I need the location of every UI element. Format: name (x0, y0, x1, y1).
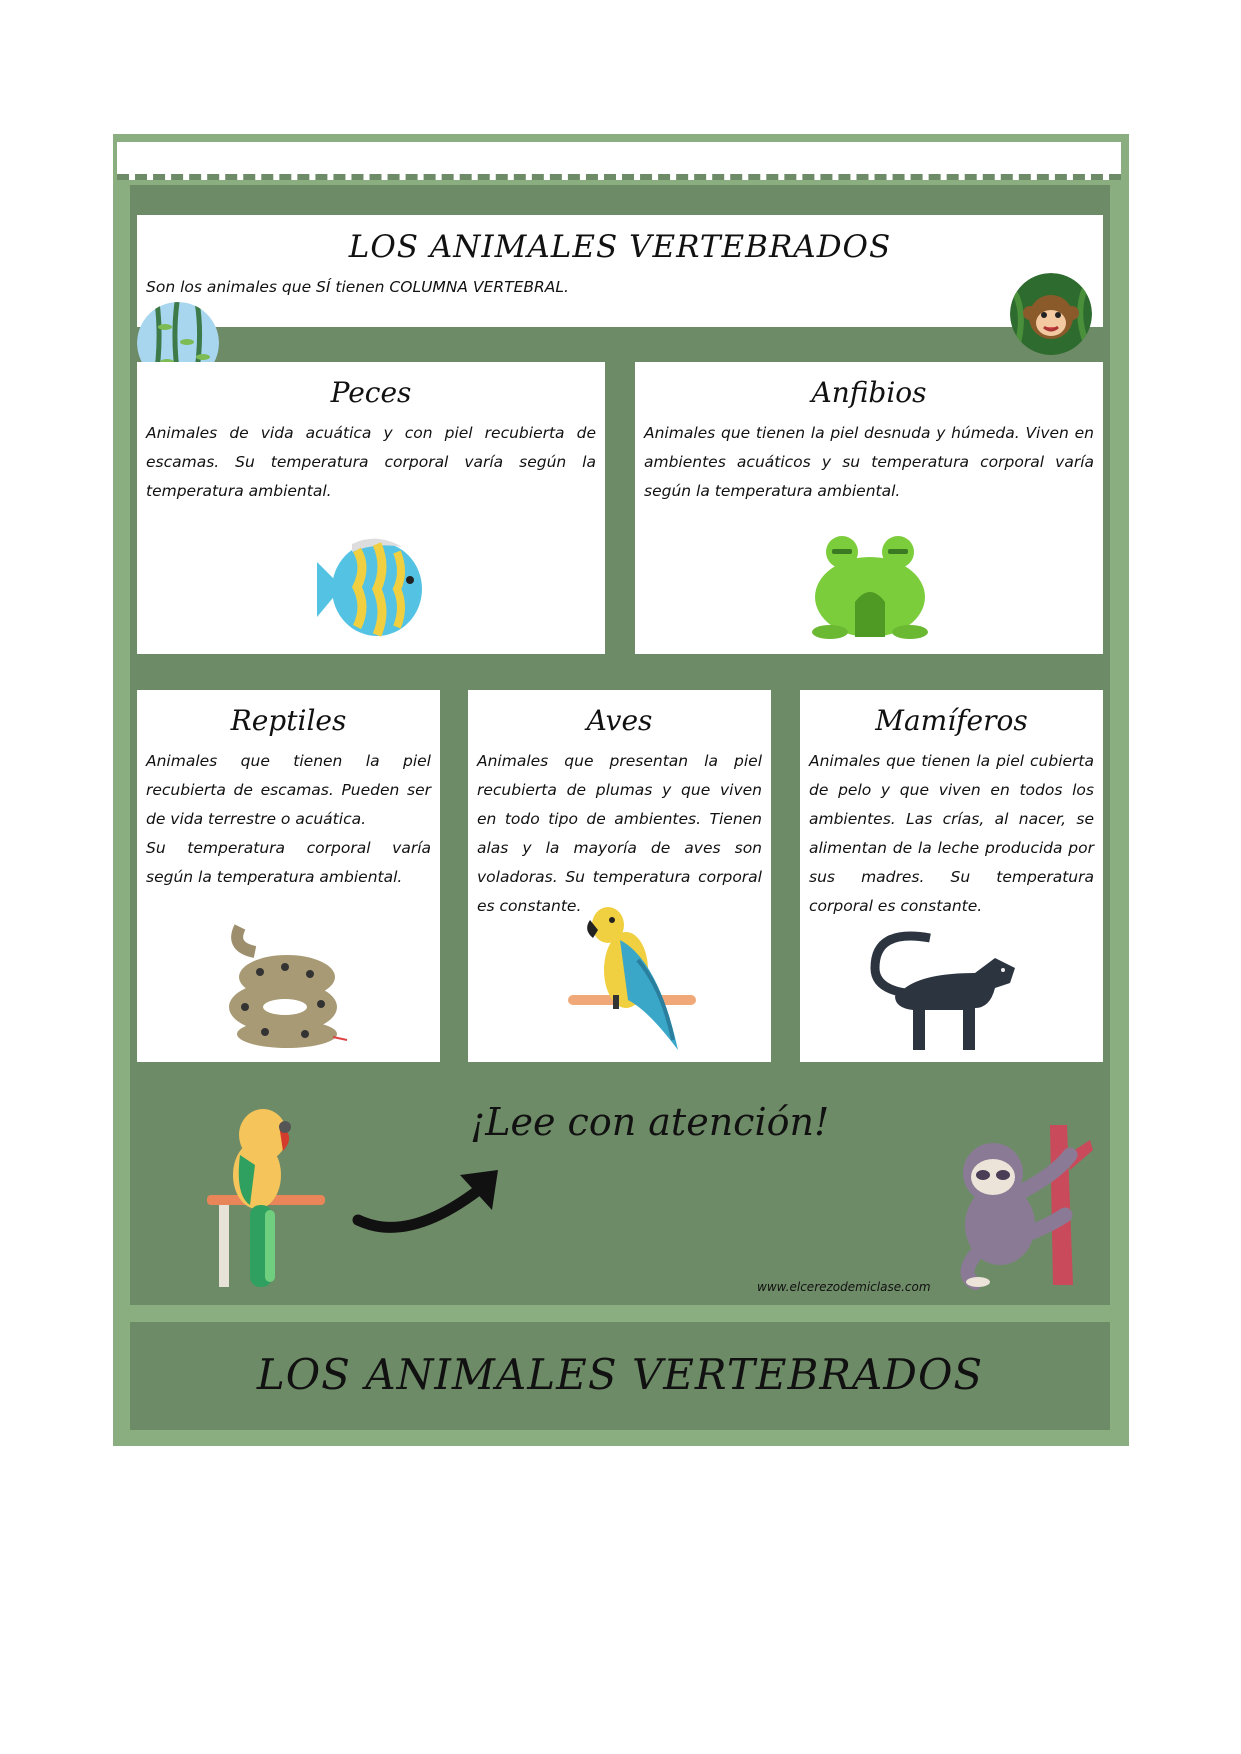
read-carefully-title: ¡Lee con atención! (470, 1100, 830, 1144)
sloth-icon (945, 1125, 1095, 1294)
header-card (137, 215, 1103, 327)
page-title: LOS ANIMALES VERTEBRADOS (348, 229, 892, 265)
card-title: Reptiles (230, 704, 347, 737)
snake-icon (225, 922, 350, 1056)
card-title: Anfibios (811, 376, 927, 409)
macaw-icon (568, 900, 698, 1064)
card-reptiles (137, 690, 440, 1062)
card-aves (468, 690, 771, 1062)
card-mamiferos (800, 690, 1103, 1062)
panther-icon (865, 928, 1025, 1057)
card-text-1: Animales que tienen la piel recubierta de escamas. Pueden ser de vida terrestre o acuática. (146, 752, 431, 828)
card-text: Animales de vida acuática y con piel recubierta de escamas. Su temperatura corporal varía según la temperatura ambiental. (146, 424, 596, 500)
card-text: Animales que tienen la piel desnuda y húmeda. Viven en ambientes acuáticos y su temperatura corporal varía según la temperatura ambiental. (644, 424, 1094, 500)
card-text: Animales que presentan la piel recubierta de plumas y que viven en todo tipo de ambientes. Tienen alas y la mayoría de aves son voladoras. Su temperatura corporal es constante. (477, 752, 762, 915)
page-subtitle: Son los animales que SÍ tienen COLUMNA VERTEBRAL. (146, 278, 569, 296)
card-text-2: Su temperatura corporal varía según la temperatura ambiental. (146, 839, 431, 886)
website-link[interactable]: www.elcerezodemiclase.com (757, 1280, 931, 1294)
footer-title: LOS ANIMALES VERTEBRADOS (256, 1350, 984, 1399)
card-anfibios (635, 362, 1103, 654)
curved-arrow-icon[interactable] (350, 1160, 510, 1239)
card-title: Mamíferos (875, 704, 1028, 737)
fish-icon (312, 532, 427, 646)
card-peces (137, 362, 605, 654)
lace-border (117, 142, 1121, 180)
frog-icon (810, 532, 930, 646)
card-text: Animales que tienen la piel cubierta de pelo y que viven en todos los ambientes. Las crías, al nacer, se alimentan de la leche producida por sus madres. Su temperatura corporal es constante. (809, 752, 1094, 915)
card-title: Peces (330, 376, 412, 409)
card-title: Aves (586, 704, 653, 737)
monkey-icon (1010, 273, 1092, 355)
parrot-icon (205, 1105, 325, 1294)
